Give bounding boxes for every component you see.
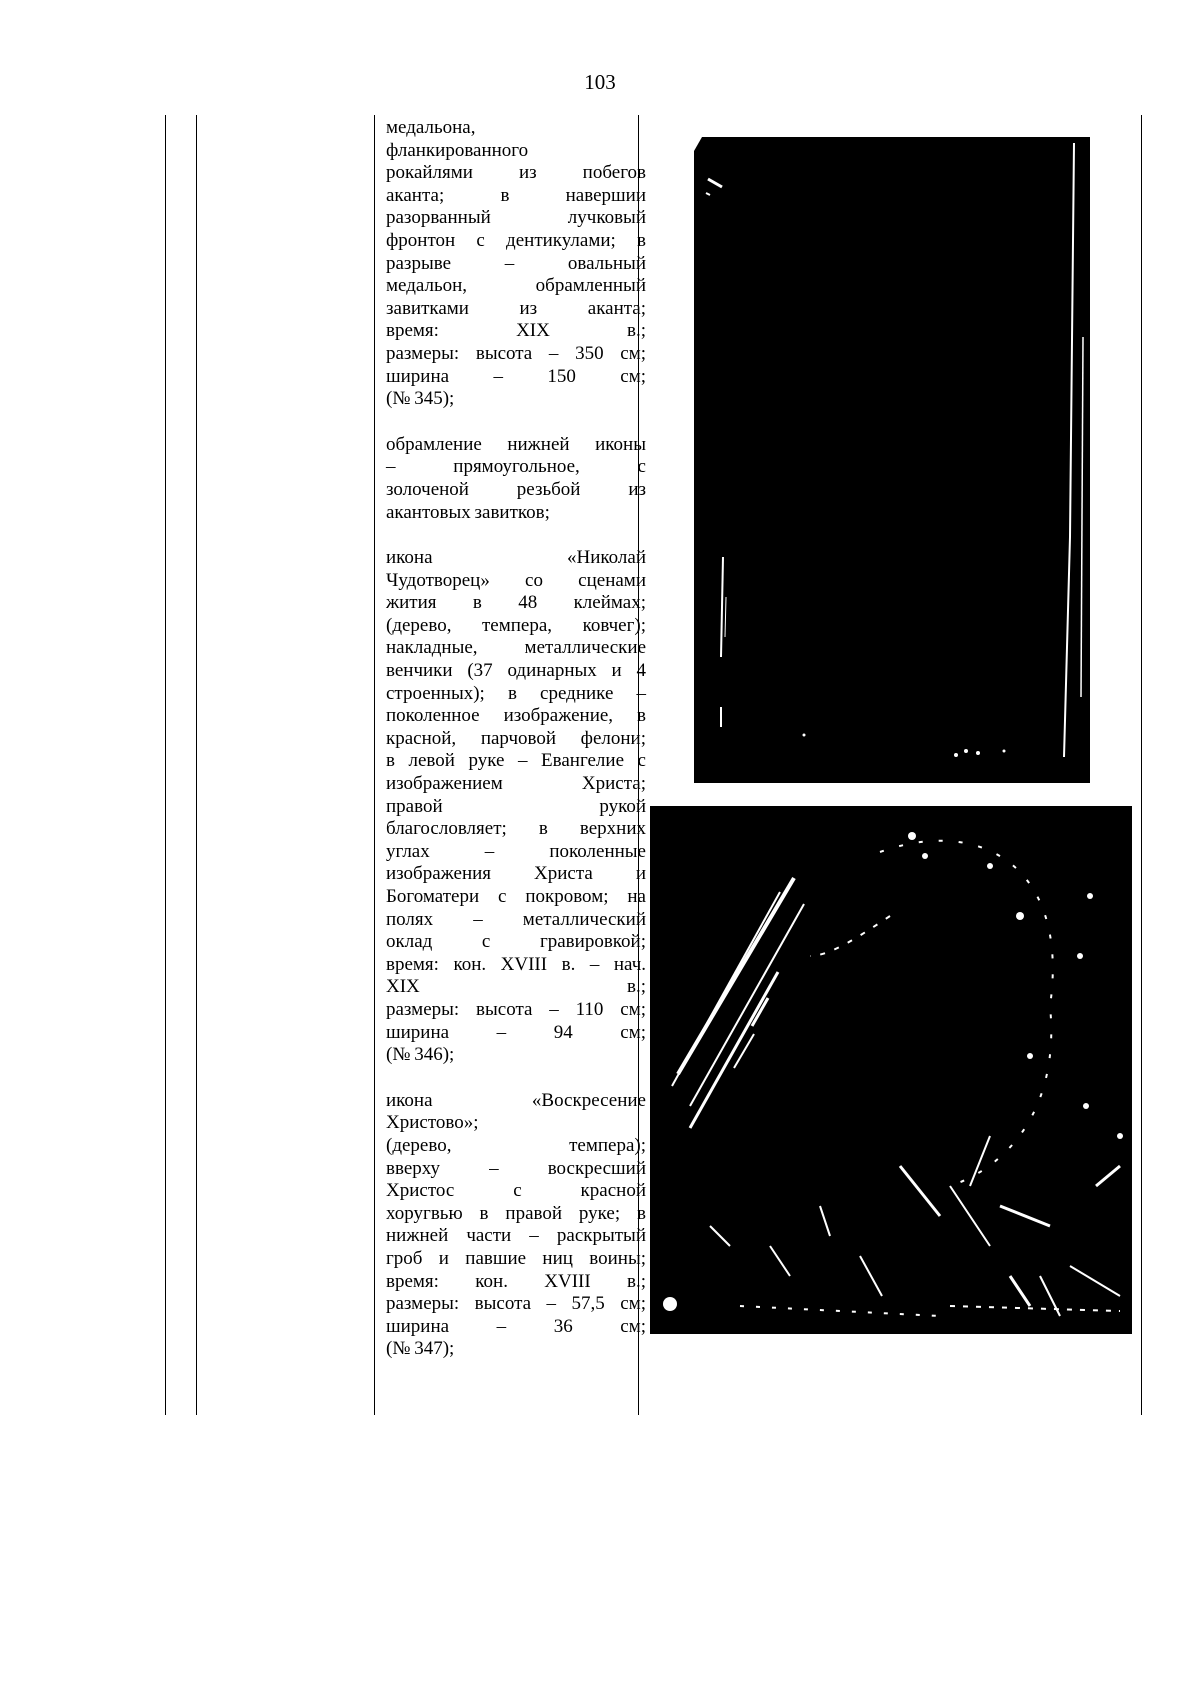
table-border-line	[1141, 115, 1142, 1415]
text-line: размеры: высота – 350 см;	[386, 342, 646, 364]
text-line: венчики (37 одинарных и 4	[386, 660, 646, 682]
text-line: гроб и павшие ниц воины;	[386, 1247, 646, 1269]
text-line: в левой руке – Евангелие с	[386, 750, 646, 772]
text-line: завитками из аканта;	[386, 297, 646, 319]
text-line: XIX в.;	[386, 976, 646, 998]
description-column	[386, 117, 646, 1384]
text-line: обрамление нижней иконы	[386, 433, 646, 455]
text-line: (дерево, темпера, ковчег);	[386, 614, 646, 636]
text-line: Чудотворец» со сценами	[386, 569, 646, 591]
photo-lower	[650, 806, 1132, 1334]
text-line: (дерево, темпера);	[386, 1134, 646, 1156]
text-line: жития в 48 клеймах;	[386, 592, 646, 614]
text-line: (№ 345);	[386, 388, 455, 410]
text-line: полях – металлический	[386, 908, 646, 930]
text-line: фланкированного	[386, 139, 529, 161]
text-line: медальона,	[386, 117, 476, 138]
table-border-line	[196, 115, 197, 1415]
text-line: ширина – 36 см;	[386, 1315, 646, 1337]
text-line: время: кон. XVIII в.;	[386, 1270, 646, 1292]
photo-upper	[694, 137, 1090, 783]
text-line: строенных); в среднике –	[386, 682, 646, 704]
text-line: размеры: высота – 57,5 см;	[386, 1293, 646, 1315]
text-line: Христос с красной	[386, 1180, 646, 1202]
table-border-line	[165, 115, 166, 1415]
text-line: икона «Воскресение	[386, 1089, 646, 1111]
text-line: изображением Христа;	[386, 773, 646, 795]
text-line: накладные, металлические	[386, 637, 646, 659]
text-line: ширина – 150 см;	[386, 365, 646, 387]
text-line: икона «Николай	[386, 547, 646, 569]
text-line: размеры: высота – 110 см;	[386, 998, 646, 1020]
text-line: (№ 346);	[386, 1044, 455, 1066]
entry-345	[386, 117, 646, 411]
entry-frame	[386, 434, 646, 524]
text-line: оклад с гравировкой;	[386, 931, 646, 953]
text-line: ширина – 94 см;	[386, 1021, 646, 1043]
text-line: время: XIX в.;	[386, 320, 646, 342]
text-line: медальон, обрамленный	[386, 275, 646, 297]
text-line: поколенное изображение, в	[386, 705, 646, 727]
text-line: разрыве – овальный	[386, 252, 646, 274]
text-line: рокайлями из побегов	[386, 162, 646, 184]
text-line: Богоматери с покровом; на	[386, 886, 646, 907]
text-line: нижней части – раскрытый	[386, 1225, 646, 1247]
text-line: золоченой резьбой из	[386, 478, 646, 500]
text-line: изображения Христа и	[386, 863, 646, 885]
text-line: акантовых завитков;	[386, 501, 550, 523]
table-border-line	[374, 115, 375, 1415]
entry-346	[386, 547, 646, 1067]
page-number: 103	[584, 70, 616, 94]
text-line: аканта; в навершии	[386, 184, 646, 206]
text-line: Христово»;	[386, 1112, 479, 1134]
text-line: правой рукой	[386, 795, 646, 817]
text-line: время: кон. XVIII в. – нач.	[386, 953, 646, 975]
entry-347	[386, 1090, 646, 1361]
text-line: вверху – воскресший	[386, 1157, 646, 1179]
text-line: разорванный лучковый	[386, 207, 646, 229]
text-line: (№ 347);	[386, 1338, 455, 1360]
text-line: благословляет; в верхних	[386, 818, 646, 840]
text-line: углах – поколенные	[386, 840, 646, 862]
text-line: – прямоугольное, с	[386, 456, 646, 478]
text-line: красной, парчовой фелони;	[386, 727, 646, 749]
text-line: фронтон с дентикулами; в	[386, 229, 646, 251]
text-line: хоругвью в правой руке; в	[386, 1202, 646, 1224]
